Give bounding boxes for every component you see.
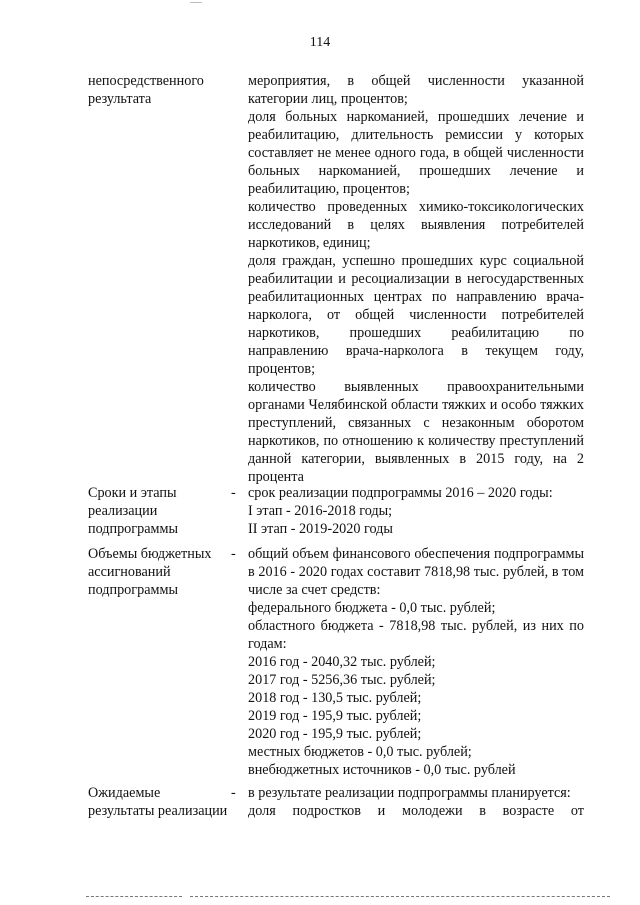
scan-mark — [190, 2, 202, 3]
paragraph: областного бюджета - 7818,98 тыс. рублей, из них по годам: — [248, 618, 584, 652]
paragraph: общий объем финансового обеспечения подпрограммы в 2016 - 2020 годах составит 7818,98 тыс. рублей, в том числе за счет средств: — [248, 546, 584, 598]
paragraph: внебюджетных источников - 0,0 тыс. рублей — [248, 762, 516, 778]
bottom-divider-left — [86, 896, 182, 897]
row-content — [248, 72, 584, 486]
paragraph: II этап - 2019-2020 годы — [248, 521, 393, 537]
paragraph: количество проведенных химико-токсикологических исследований в целях выявления потребителей наркотиков, единиц; — [248, 199, 584, 251]
row-label: Объемы бюджетных ассигнований подпрограммы — [88, 546, 212, 598]
paragraph: количество выявленных правоохранительными органами Челябинской области тяжких и особо тяжких преступлений, связанных с незаконным оборотом наркотиков, по отношению к количеству преступлений данной категории, выявленных в 2015 году, на 2 процента — [248, 379, 584, 485]
row-label: Сроки и этапы реализации подпрограммы — [88, 485, 178, 537]
page-number: 114 — [309, 35, 331, 50]
paragraph: местных бюджетов - 0,0 тыс. рублей; — [248, 744, 472, 760]
paragraph: 2017 год - 5256,36 тыс. рублей; — [248, 672, 436, 688]
row-label: Ожидаемые результаты реализации — [88, 785, 228, 819]
paragraph: доля подростков и молодежи в возрасте от — [248, 803, 584, 819]
row-label: непосредственного результата — [88, 73, 204, 107]
row-content — [248, 784, 584, 820]
paragraph: доля граждан, успешно прошедших курс социальной реабилитации и ресоциализации в негосударственных реабилитационных центрах по направлению врача-нарколога, от общей численности потребителей наркотиков, прошедших реабилитацию по направлению врача-нарколога в текущем году, процентов; — [248, 253, 584, 377]
paragraph: 2020 год - 195,9 тыс. рублей; — [248, 726, 422, 742]
paragraph: 2019 год - 195,9 тыс. рублей; — [248, 708, 422, 724]
row-content — [248, 484, 584, 538]
row-content — [248, 545, 584, 779]
row-dash: - — [231, 546, 236, 562]
paragraph: в результате реализации подпрограммы планируется: — [248, 785, 571, 801]
paragraph: федерального бюджета - 0,0 тыс. рублей; — [248, 600, 496, 616]
paragraph: мероприятия, в общей численности указанной категории лиц, процентов; — [248, 73, 584, 107]
paragraph: I этап - 2016-2018 годы; — [248, 503, 393, 519]
paragraph: срок реализации подпрограммы 2016 – 2020 годы: — [248, 485, 553, 501]
row-dash: - — [231, 485, 236, 501]
row-dash: - — [231, 785, 236, 801]
paragraph: 2016 год - 2040,32 тыс. рублей; — [248, 654, 436, 670]
bottom-divider-right — [190, 896, 610, 897]
paragraph: доля больных наркоманией, прошедших лечение и реабилитацию, длительность ремиссии у которых составляет не менее одного года, в общей численности больных наркоманией, прошедших лечение и реабилитацию, процентов; — [248, 109, 584, 197]
paragraph: 2018 год - 130,5 тыс. рублей; — [248, 690, 422, 706]
